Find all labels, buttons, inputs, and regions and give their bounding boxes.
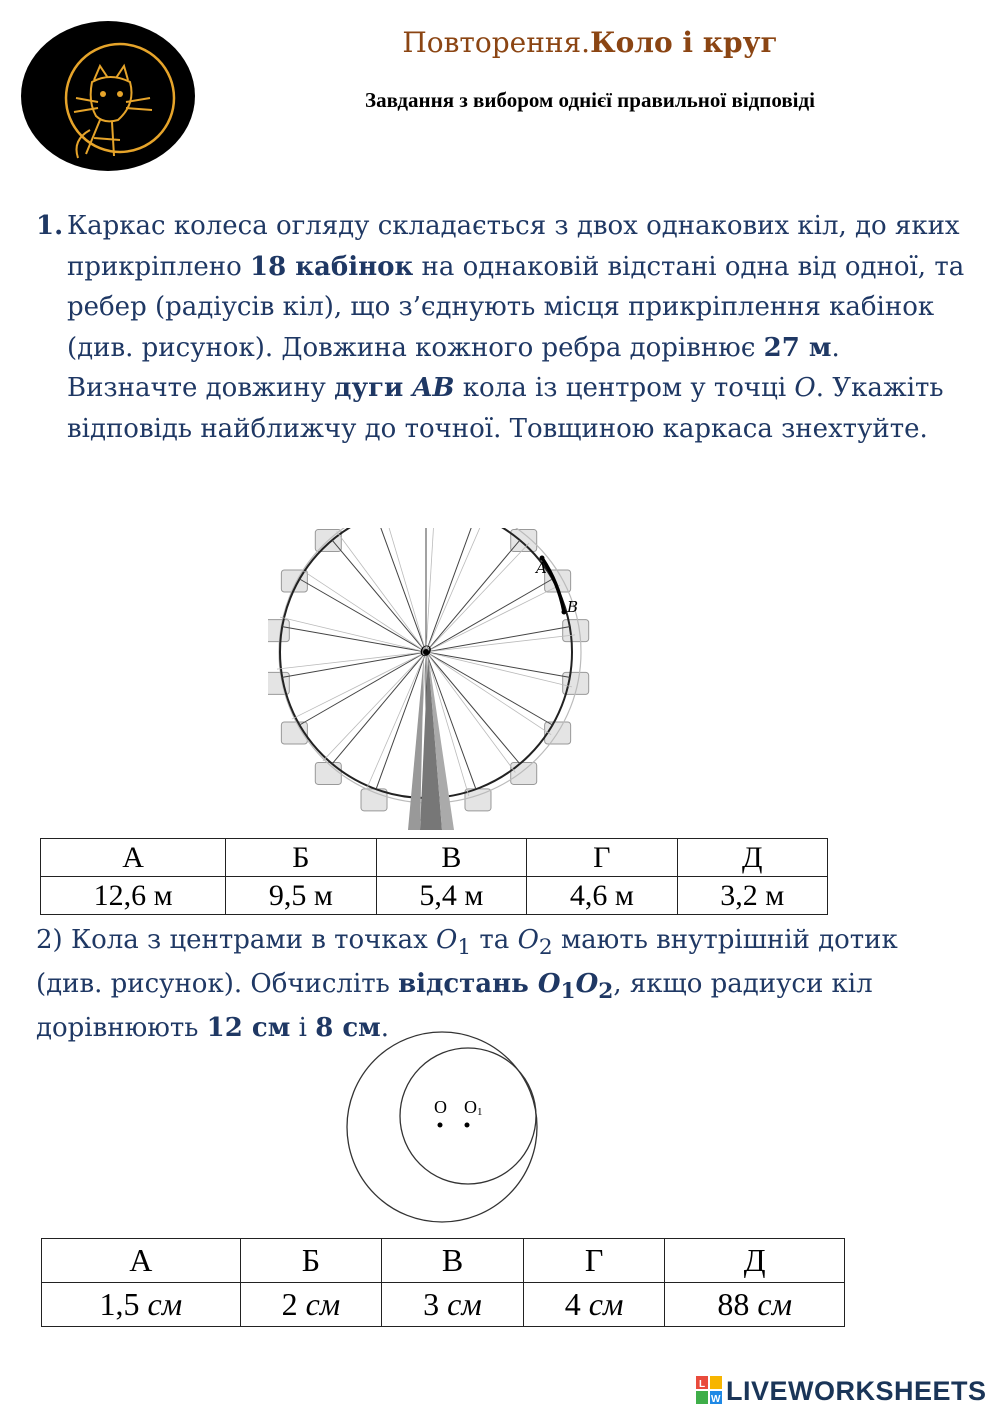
svg-text:L: L [699, 1379, 706, 1390]
question-1 [36, 206, 976, 450]
liveworksheets-brand[interactable] [696, 1374, 987, 1408]
center-o1-label: O1 [464, 1097, 483, 1118]
tangent-circles-figure [340, 1030, 550, 1225]
point-o-label: O [420, 644, 432, 660]
answer-option-a[interactable]: А [41, 839, 226, 877]
answer-option-b[interactable]: Б [240, 1239, 382, 1283]
arc-ab-label: AB [412, 373, 455, 404]
point-b-label: B [567, 598, 579, 616]
question-2: 2) Кола з центрами в точках $O_1$ та $O_2$ мають внутрішній дотик (див. рисунок). Обчисліть відстань $O_1O_2$, якщо радиуси кіл дорівнюють 12 см і 8 см. [36, 925, 898, 1044]
answer-value[interactable]: 3 см [382, 1283, 524, 1327]
wheel-spoke [426, 540, 520, 652]
answer-value[interactable]: 88 см [665, 1283, 845, 1327]
answer-table-1-values [41, 877, 828, 915]
wheel-spoke [376, 528, 426, 652]
answer-table-2 [41, 1238, 845, 1327]
answer-option-d[interactable]: Д [665, 1239, 845, 1283]
answer-value[interactable]: 4,6 м [527, 877, 677, 915]
answer-value[interactable]: 4 см [523, 1283, 665, 1327]
answer-table-2-headers [42, 1239, 845, 1283]
logo [20, 20, 196, 172]
answer-value[interactable]: 9,5 м [226, 877, 376, 915]
answer-option-b[interactable]: Б [226, 839, 376, 877]
question-1-text: Каркас колеса огляду складається з двох однакових кіл, до яких прикріплено 18 кабінок на однаковій відстані одна від одної, та ребер (радіусів кіл), що з’єднують місця прикріплення кабінок (див. рисунок). Довжина кожного ребра дорівнює 27 м. Визначте довжину дуги AB кола із центром у точці O. Укажіть відповідь найближчу до точної. Товщиною каркаса знехтуйте. [67, 211, 965, 444]
wheel-spoke [332, 652, 426, 764]
wheel-spoke [332, 540, 426, 652]
answer-option-g[interactable]: Г [523, 1239, 665, 1283]
point-a-label: A [536, 559, 547, 577]
answer-value[interactable]: 2 см [240, 1283, 382, 1327]
answer-option-v[interactable]: В [376, 839, 526, 877]
outer-circle [347, 1032, 537, 1222]
liveworksheets-logo-icon [696, 1376, 722, 1406]
wheel-cabin [315, 762, 341, 784]
answer-table-1 [40, 838, 828, 915]
center-o-label: O [434, 1097, 447, 1117]
wheel-cabin [511, 762, 537, 784]
answer-value[interactable]: 3,2 м [677, 877, 827, 915]
svg-text:W: W [711, 1394, 721, 1405]
wheel-spoke [426, 528, 476, 652]
answer-value[interactable]: 5,4 м [376, 877, 526, 915]
answer-option-a[interactable]: А [42, 1239, 241, 1283]
wheel-cabin [268, 620, 289, 642]
ferris-wheel-figure [268, 528, 598, 833]
answer-option-v[interactable]: В [382, 1239, 524, 1283]
wheel-cabin [563, 620, 589, 642]
answer-table-2-values [42, 1283, 845, 1327]
page-subtitle: Завдання з вибором однієї правильної відповіді [365, 88, 815, 112]
brand-name: LIVEWORKSHEETS [726, 1375, 987, 1406]
answer-value[interactable]: 1,5 см [42, 1283, 241, 1327]
page-title: Повторення.Коло і круг [402, 26, 778, 59]
answer-table-1-headers [41, 839, 828, 877]
answer-value[interactable]: 12,6 м [41, 877, 226, 915]
question-1-number: 1. [36, 211, 64, 241]
answer-option-d[interactable]: Д [677, 839, 827, 877]
answer-option-g[interactable]: Г [527, 839, 677, 877]
